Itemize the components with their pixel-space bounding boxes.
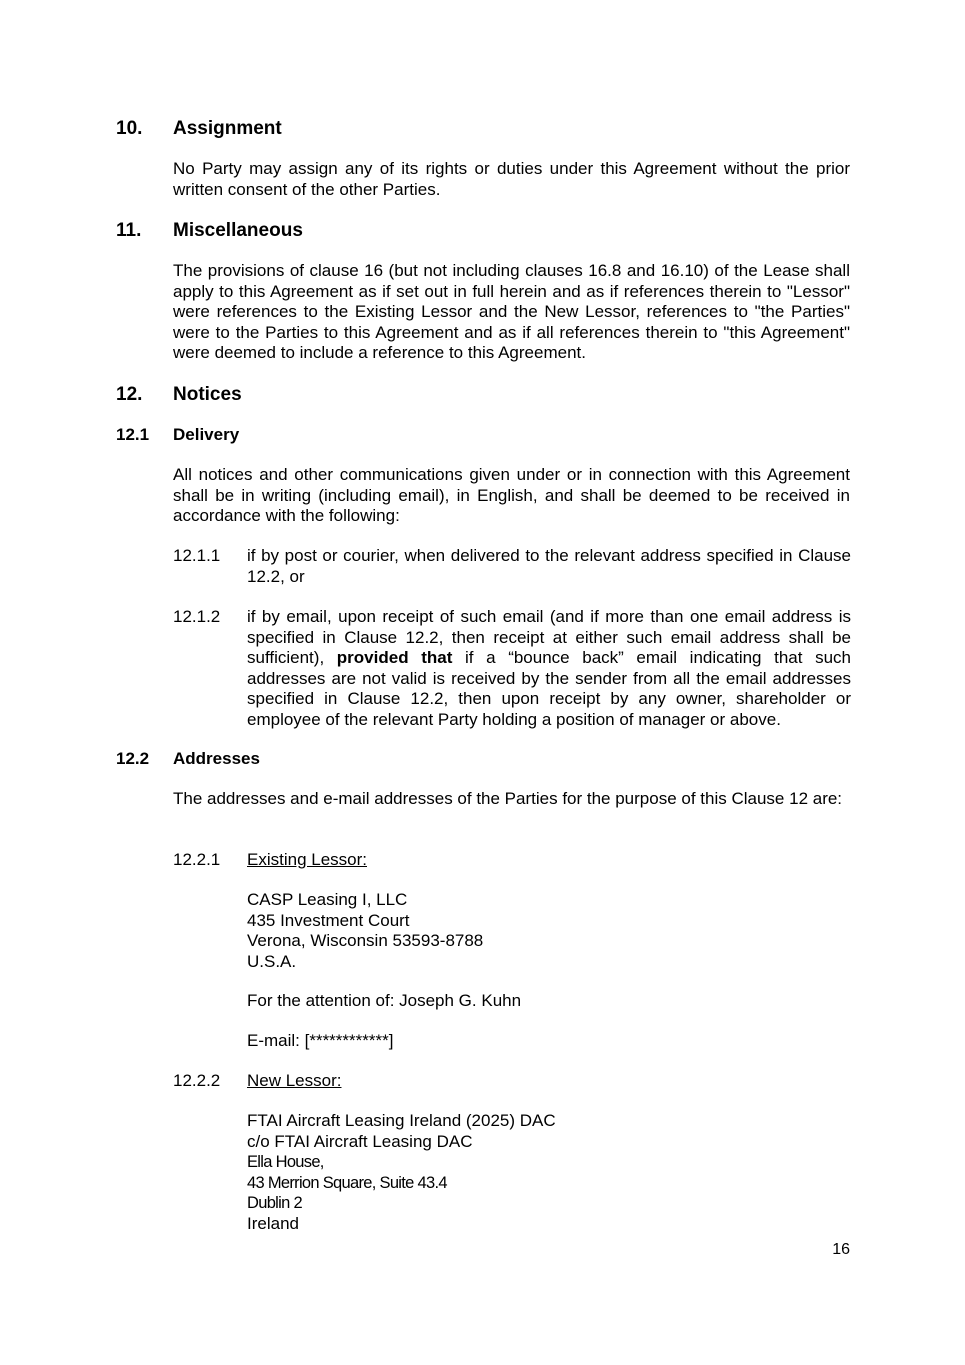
clause-12-1-2-bold: provided that xyxy=(336,648,453,667)
clause-12-1-2-number: 12.1.2 xyxy=(173,607,221,626)
new-lessor-address-line-4: 43 Merrion Square, Suite 43.4 xyxy=(247,1173,447,1192)
page-number: 16 xyxy=(832,1241,850,1258)
existing-lessor-address-line-2: 435 Investment Court xyxy=(247,910,410,930)
section-11-body: The provisions of clause 16 (but not including clauses 16.8 and 16.10) of the Lease shall apply to this Agreement as if set out in full herein and as if references therein to "Lessor" were references to the Existing Lessor and the New Lessor, references to "the Parties" were to the Parties to this Agreement and as if all references therein to "this Agreement" were deemed to include a reference to this Agreement. xyxy=(173,261,850,362)
new-lessor-address-line-6: Ireland xyxy=(247,1213,299,1233)
clause-12-1-1-text: if by post or courier, when delivered to the relevant address specified in Clause 12.2, or xyxy=(247,546,851,586)
new-lessor-address-line-3: Ella House, xyxy=(247,1153,324,1171)
clause-12-2-body: The addresses and e-mail addresses of the Parties for the purpose of this Clause 12 are: xyxy=(173,789,843,808)
new-lessor-address-line-1: FTAI Aircraft Leasing Ireland (2025) DAC xyxy=(247,1111,556,1130)
clause-12-1-2-text-after: if a “bounce back” email indicating that such addresses are not valid is received by the sender from all the email addresses specified in Clause 12.2, then upon receipt by any owner, shareholder or employee of the relevant Party holding a position of manager or above. xyxy=(247,648,852,729)
section-10-number: 10. xyxy=(116,118,143,139)
existing-lessor-email: E-mail: [************] xyxy=(247,1031,394,1050)
section-10-title: Assignment xyxy=(173,118,282,139)
clause-12-1-2-text xyxy=(247,607,851,730)
clause-12-1-title: Delivery xyxy=(173,425,240,444)
clause-12-2-2-number: 12.2.2 xyxy=(173,1071,221,1090)
new-lessor-heading: New Lessor: xyxy=(247,1071,342,1090)
existing-lessor-address-line-3: Verona, Wisconsin 53593-8788 xyxy=(247,931,484,950)
clause-12-2-1-number: 12.2.1 xyxy=(173,850,221,869)
section-10-body: No Party may assign any of its rights or duties under this Agreement without the prior written consent of the other Parties. xyxy=(173,159,850,199)
clause-12-1-2-text-before: if by email, upon receipt of such email (and if more than one email address is specified in Clause 12.2, then receipt at either such email address shall be sufficient), xyxy=(247,607,851,667)
section-11-number: 11. xyxy=(116,220,142,241)
existing-lessor-address-line-1: CASP Leasing I, LLC xyxy=(247,890,408,909)
clause-12-1-number: 12.1 xyxy=(116,425,150,444)
section-11-title: Miscellaneous xyxy=(173,220,303,241)
clause-12-2-title: Addresses xyxy=(173,749,260,768)
new-lessor-address-line-5: Dublin 2 xyxy=(247,1194,302,1212)
clause-12-2-number: 12.2 xyxy=(116,749,150,768)
section-12-title: Notices xyxy=(173,384,242,405)
existing-lessor-attention: For the attention of: Joseph G. Kuhn xyxy=(247,991,522,1010)
clause-12-1-1-number: 12.1.1 xyxy=(173,546,221,565)
existing-lessor-address-line-4: U.S.A. xyxy=(247,951,297,971)
new-lessor-address-line-2: c/o FTAI Aircraft Leasing DAC xyxy=(247,1131,473,1151)
section-12-number: 12. xyxy=(116,384,143,405)
clause-12-1-body: All notices and other communications given under or in connection with this Agreement shall be in writing (including email), in English, and shall be deemed to be received in accordance with the following: xyxy=(173,465,850,525)
existing-lessor-heading: Existing Lessor: xyxy=(247,850,367,869)
